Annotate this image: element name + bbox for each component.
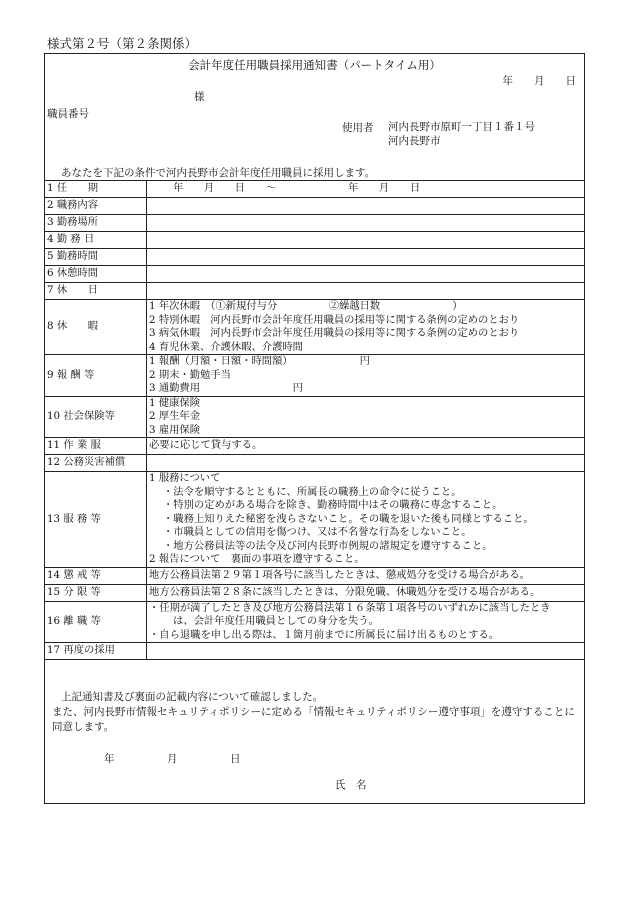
consent-line-1: 上記通知書及び裏面の記載内容について確認しました。 (61, 691, 324, 703)
table-row (45, 266, 585, 283)
table-row (45, 198, 585, 215)
row-value-status-change: 地方公務員法第２８条に該当したときは、分限免職、休職処分を受ける場合がある。 (147, 584, 585, 601)
table-row (45, 472, 585, 568)
row-label-insurance: 10 社会保険等 (45, 396, 147, 438)
table-row (45, 643, 585, 660)
consent-line-2: また、河内長野市情報セキュリティポリシーに定める「情報セキュリティポリシー遵守事項」を遵守することに同意します。 (52, 706, 575, 733)
table-row (45, 455, 585, 472)
table-row (45, 215, 585, 232)
table-row (45, 300, 585, 355)
row-value-holidays (147, 283, 585, 300)
table-row (45, 438, 585, 455)
table-row (45, 584, 585, 601)
row-label-duties: 2 職務内容 (45, 198, 147, 215)
row-label-workdays: 4 勤 務 日 (45, 232, 147, 249)
issue-date: 年 月 日 (502, 75, 576, 87)
row-label-reappointment: 17 再度の採用 (45, 643, 147, 660)
row-label-separation: 16 離 職 等 (45, 601, 147, 643)
table-row (45, 355, 585, 397)
row-value-workplace (147, 215, 585, 232)
addressee-suffix: 様 (194, 91, 205, 103)
row-value-workdays (147, 232, 585, 249)
row-label-work-clothes: 11 作 業 服 (45, 438, 147, 455)
row-value-duties-rules: 1 服務について ・法令を順守するとともに、所属長の職務上の命令に従うこと。 ・特別の定めがある場合を除き、勤務時間中はその職務に専念すること。 ・職務上知りえた秘密を洩らさないこと。その職を退いた後も同様とすること。 ・市職員としての信用を傷つけ、又は不名誉な行為をしないこと。 ・地方公務員法等の法令及び河内長野市例規の諸規定を遵守すること。 2 報告について 裏面の事項を遵守すること。 (147, 472, 585, 568)
row-label-discipline: 14 懲 戒 等 (45, 567, 147, 584)
notice-frame (44, 53, 585, 804)
row-value-compensation: 1 報酬（月額・日額・時間額） 円 2 期末・勤勉手当 3 通勤費用 円 (147, 355, 585, 397)
row-value-work-hours (147, 249, 585, 266)
row-label-term: 1 任 期 (45, 181, 147, 198)
row-label-accident-comp: 12 公務災害補償 (45, 455, 147, 472)
table-row (45, 283, 585, 300)
row-value-term: 年 月 日 ～ 年 月 日 (147, 181, 585, 198)
table-row (45, 249, 585, 266)
row-value-separation: ・任期が満了したとき及び地方公務員法第１６条第１項各号のいずれかに該当したとき は、会計年度任用職員としての身分を失う。 ・自ら退職を申し出る際は、１箇月前までに所属長に届け出るものとする。 (147, 601, 585, 643)
row-label-compensation: 9 報 酬 等 (45, 355, 147, 397)
intro-text: あなたを下記の条件で河内長野市会計年度任用職員に採用します。 (61, 167, 376, 179)
row-value-reappointment (147, 643, 585, 660)
row-label-work-hours: 5 勤務時間 (45, 249, 147, 266)
name-label: 氏 名 (335, 779, 367, 791)
row-value-duties (147, 198, 585, 215)
document-title: 会計年度任用職員採用通知書（パートタイム用） (188, 58, 441, 72)
employer-address: 河内長野市原町一丁目１番１号 (388, 121, 535, 133)
table-row (45, 181, 585, 198)
row-label-leave: 8 休 暇 (45, 300, 147, 355)
employer-block (388, 120, 535, 148)
row-value-leave: 1 年次休暇 （①新規付与分 ②繰越日数 ） 2 特別休暇 河内長野市会計年度任用職員の採用等に関する条例の定めのとおり 3 病気休暇 河内長野市会計年度任用職員の採用等に関する条例の定めのとおり 4 育児休業、介護休暇、介護時間 (147, 300, 585, 355)
row-value-break-time (147, 266, 585, 283)
employer-label: 使用者 (342, 122, 374, 134)
row-value-accident-comp (147, 455, 585, 472)
employee-number-label: 職員番号 (47, 108, 89, 120)
row-label-status-change: 15 分 限 等 (45, 584, 147, 601)
conditions-table (44, 180, 585, 660)
row-label-holidays: 7 休 日 (45, 283, 147, 300)
table-row (45, 601, 585, 643)
table-row (45, 232, 585, 249)
row-label-workplace: 3 勤務場所 (45, 215, 147, 232)
table-row (45, 396, 585, 438)
row-value-insurance: 1 健康保険 2 厚生年金 3 雇用保険 (147, 396, 585, 438)
row-value-work-clothes: 必要に応じて貸与する。 (147, 438, 585, 455)
row-label-duties-rules: 13 服 務 等 (45, 472, 147, 568)
row-value-discipline: 地方公務員法第２９第１項各号に該当したときは、懲戒処分を受ける場合がある。 (147, 567, 585, 584)
table-row (45, 567, 585, 584)
consent-text (45, 690, 584, 735)
form-number-label: 様式第２号（第２条関係） (47, 36, 198, 51)
signature-date: 年 月 日 (104, 753, 241, 765)
row-label-break-time: 6 休憩時間 (45, 266, 147, 283)
employer-name: 河内長野市 (388, 135, 441, 147)
